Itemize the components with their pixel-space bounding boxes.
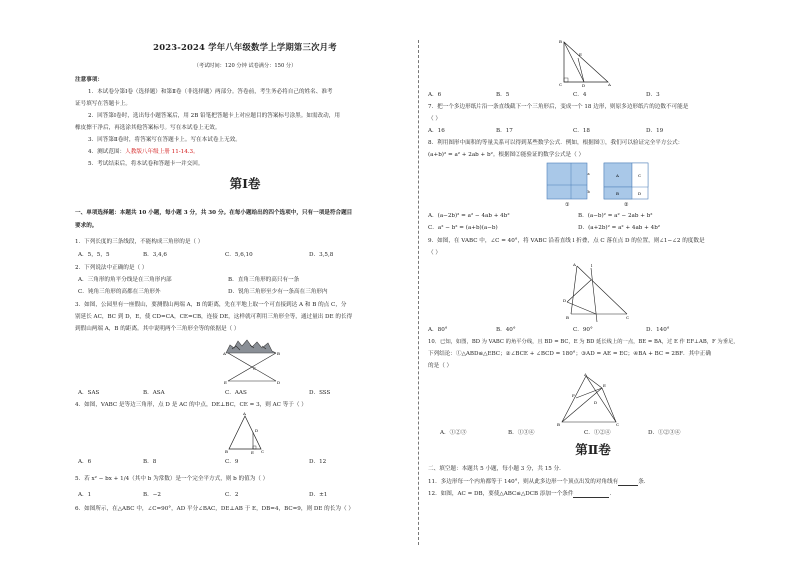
q5-option-d[interactable]: D．±1 xyxy=(309,492,328,498)
q9-fold-figure xyxy=(563,262,633,324)
q3-stem-2: 别延长 AC，BC 到 D，E，使 CD=CA，CE=CB，连接 DE，这样就可利用三角形全等，通过量出 DE 的长得 xyxy=(75,314,353,320)
q9-option-c[interactable]: C．90° xyxy=(573,327,593,333)
fig1-caption: ① xyxy=(565,202,570,207)
q7-option-a[interactable]: A．16 xyxy=(428,128,445,134)
q8-option-b[interactable]: B．(a−b)² = a² − 2ab + b² xyxy=(578,213,653,219)
svg-text:A: A xyxy=(584,372,587,377)
q10-stem-1: 10．已知，如图，BD 为 VABC 的角平分线，且 BD = BC，E 为 BD 延长线上的一点，BE = BA，过 E 作 EF⊥AB，F 为垂足， xyxy=(428,339,739,345)
q11-answer-blank[interactable] xyxy=(618,480,638,486)
column-divider xyxy=(418,40,419,545)
q1-option-d[interactable]: D．3,5,8 xyxy=(309,252,334,258)
q3-stem-1: 3．如图，公园里有一座假山，要测假山两端 A，B 的距离，先在平地上取一个可直接到达 A 和 B 的点 C，分 xyxy=(75,302,347,308)
q2-option-d[interactable]: D．锐角三角形至少有一条高在三角形内 xyxy=(228,289,328,295)
note-4 xyxy=(88,149,199,156)
svg-text:B: B xyxy=(277,351,280,356)
q12-stem: 12．如图，AC = DB，要使△ABC≌△DCB 添加一个条件 ． xyxy=(428,491,616,497)
fig2-label-b: B xyxy=(616,191,619,196)
q1-option-c[interactable]: C．5,6,10 xyxy=(225,252,253,258)
q6-stem: 6．如图所示，在△ABC 中，∠C=90°，AD 平分∠BAC，DE⊥AB 于 E，DB=4，BC=9，则 DE 的长为（ ） xyxy=(75,506,354,512)
svg-text:D: D xyxy=(582,83,586,88)
q6-option-a[interactable]: A．6 xyxy=(428,92,442,98)
q10-stem-3: 的是（ ） xyxy=(428,363,453,369)
q4-stem: 4．如图，VABC 是等边三角形，点 D 是 AC 的中点，DE⊥BC，CE = 3，则 AC 等于（ ） xyxy=(75,402,307,408)
q10-triangle-figure xyxy=(556,372,622,428)
svg-text:A: A xyxy=(223,351,226,356)
q8-option-c[interactable]: C．a² − b² = (a+b)(a−b) xyxy=(428,225,498,231)
q5-option-a[interactable]: A．1 xyxy=(78,492,92,498)
q10-option-d[interactable]: D．①②③④ xyxy=(648,430,681,436)
q9-stem-1: 9．如图，在 VABC 中，∠C = 40°，将 VABC 沿着直线 l 折叠，点 C 落在点 D 的位置，则∠1−∠2 的度数是 xyxy=(428,238,705,244)
q6-option-d[interactable]: D．3 xyxy=(646,92,660,98)
svg-text:B: B xyxy=(566,315,569,320)
svg-text:A: A xyxy=(243,411,246,416)
q4-option-c[interactable]: C．9 xyxy=(225,459,239,465)
note-2b: 橡皮擦干净后，再选涂其他答案标号。写在本试卷上无效。 xyxy=(75,125,221,131)
section1-instruction: 一、单项选择题：本题共 10 小题，每小题 3 分，共 30 分。在每小题给出的四个选项中，只有一项是符合题目 xyxy=(75,210,353,216)
q12-text: 12．如图，AC = DB，要使△ABC≌△DCB 添加一个条件 xyxy=(428,491,574,497)
q6-option-b[interactable]: B．5 xyxy=(496,92,510,98)
q7-stem-1: 7．把一个多边形纸片沿一条直线截下一个三角形后，变成一个 18 边形，则原多边形纸片的边数不可能是 xyxy=(428,104,689,110)
q9-option-a[interactable]: A．80° xyxy=(428,327,448,333)
q7-option-b[interactable]: B．17 xyxy=(496,128,513,134)
q9-stem-2: （ ） xyxy=(428,250,441,256)
right-column xyxy=(428,0,758,562)
note-4-scope: 人教版八年级上册 11-14.3。 xyxy=(125,149,199,155)
q11-text-end: 条． xyxy=(638,479,650,485)
fig2-label-c: C xyxy=(638,173,642,178)
svg-text:E: E xyxy=(579,52,582,57)
q10-stem-2: 下列结论：①△ABD≌△EBC；②∠BCE + ∠BCD = 180°；③AD = AE = EC；④BA + BC = 2BF．其中正确 xyxy=(428,351,711,357)
fill-in-heading: 二、填空题：本题共 5 小题，每小题 3 分，共 15 分． xyxy=(428,466,565,472)
note-1: 1．本试卷分第Ⅰ卷（选择题）和第Ⅱ卷（非选择题）两部分。答卷前，考生务必将自己的姓名、准考 xyxy=(88,89,333,95)
note-2: 2．回答第Ⅰ卷时，选出每小题答案后，用 2B 铅笔把答题卡上对应题目的答案标号涂黑。如需改动，用 xyxy=(88,113,340,119)
fig1-label-a: a xyxy=(587,172,590,176)
section1-title: 第Ⅰ卷 xyxy=(229,176,261,191)
svg-text:D: D xyxy=(255,428,259,433)
q4-option-b[interactable]: B．8 xyxy=(143,459,157,465)
q6-option-c[interactable]: C．4 xyxy=(573,92,587,98)
svg-text:B: B xyxy=(225,449,228,454)
q4-triangle-figure xyxy=(225,411,265,455)
q8-figure-1 xyxy=(543,161,593,207)
q4-option-a[interactable]: A．6 xyxy=(78,459,92,465)
section2-title: 第Ⅱ卷 xyxy=(575,442,611,457)
svg-text:A: A xyxy=(608,82,611,87)
q8-figure-2 xyxy=(600,161,656,207)
q11-text: 11．多边形每一个内角都等于 140°，则从此多边形一个顶点出发的对角线有 xyxy=(428,479,619,485)
q3-rockery-figure xyxy=(222,337,282,385)
q7-option-c[interactable]: C．18 xyxy=(573,128,590,134)
svg-text:C: C xyxy=(626,315,630,320)
note-3: 3．回答第Ⅱ卷时，将答案写在答题卡上。写在本试卷上无效。 xyxy=(88,137,241,143)
q10-option-a[interactable]: A．①②③ xyxy=(440,430,467,436)
q9-option-d[interactable]: D．140° xyxy=(646,327,670,333)
svg-text:E: E xyxy=(603,383,606,388)
svg-text:A: A xyxy=(573,262,576,267)
q5-option-b[interactable]: B．−2 xyxy=(143,492,161,498)
svg-text:C: C xyxy=(616,422,620,427)
svg-text:C: C xyxy=(261,449,265,454)
note-4-label: 4．测试范围： xyxy=(88,149,126,155)
q12-answer-blank[interactable] xyxy=(573,492,609,498)
svg-text:E: E xyxy=(251,450,254,455)
svg-text:F: F xyxy=(572,393,575,398)
exam-meta: （考试时间：120 分钟 试卷满分：150 分） xyxy=(193,63,297,69)
q8-option-d[interactable]: D．(a+2b)² = a² + 4ab + 4b² xyxy=(578,225,661,231)
note-5: 5．考试结束后，将本试卷和答题卡一并交回。 xyxy=(88,161,204,167)
fig2-caption: ② xyxy=(624,202,629,207)
notes-heading: 注意事项： xyxy=(75,77,103,83)
svg-text:C: C xyxy=(253,366,257,371)
fig2-label-a: A xyxy=(616,173,619,178)
q2-option-c[interactable]: C．钝角三角形的高都在三角形外 xyxy=(78,289,161,295)
q3-option-c[interactable]: C．AAS xyxy=(225,390,247,396)
q4-option-d[interactable]: D．12 xyxy=(309,459,327,465)
q6-triangle-figure xyxy=(556,38,612,88)
svg-text:B: B xyxy=(557,422,560,427)
svg-text:D: D xyxy=(594,400,598,405)
page-title: 2023-2024 学年八年级数学上学期第三次月考 xyxy=(153,42,337,52)
svg-text:E: E xyxy=(224,380,227,385)
q2-option-a[interactable]: A．三角形的角平分线是在三角形内部 xyxy=(78,277,172,283)
q7-option-d[interactable]: D．19 xyxy=(646,128,664,134)
q1-option-b[interactable]: B．3,4,6 xyxy=(143,252,167,258)
q2-option-b[interactable]: B．直角三角形的高只有一条 xyxy=(228,277,300,283)
q8-stem-2: (a+b)² = a² + 2ab + b²。根据图②能验证的数学公式是（ ） xyxy=(428,152,585,158)
svg-text:D: D xyxy=(563,298,567,303)
q3-option-d[interactable]: D．SSS xyxy=(309,390,331,396)
fig1-label-b: b xyxy=(587,190,590,194)
note-1b: 证号填写在答题卡上。 xyxy=(75,101,131,107)
q10-option-b[interactable]: B．①③④ xyxy=(508,430,535,436)
q8-stem-1: 8．利用图形中面积的等量关系可以得到某些数学公式．例如，根据图①，我们可以验证完全平方公式： xyxy=(428,140,684,146)
section1-instruction-2: 要求的。 xyxy=(75,223,98,229)
q10-option-c[interactable]: C．①②④ xyxy=(584,430,611,436)
svg-text:l: l xyxy=(591,263,593,268)
q5-stem: 5．若 x² − bx + 1/4（其中 b 为常数）是一个完全平方式，则 b 的值为（ ） xyxy=(75,476,269,482)
q2-stem: 2．下列说法中正确的是（ ） xyxy=(75,265,148,271)
left-column xyxy=(75,0,410,562)
q5-option-c[interactable]: C．2 xyxy=(225,492,239,498)
q8-option-a[interactable]: A．(a−2b)² = a² − 4ab + 4b² xyxy=(428,213,510,219)
svg-text:B: B xyxy=(559,39,562,44)
svg-text:C: C xyxy=(559,82,563,87)
q1-stem: 1．下列长度的三条线段，不能构成三角形的是（ ） xyxy=(75,239,204,245)
q11-stem xyxy=(428,479,649,486)
q1-option-a[interactable]: A．5，5，5 xyxy=(78,252,110,258)
q3-option-a[interactable]: A．SAS xyxy=(78,390,100,396)
svg-text:D: D xyxy=(277,380,281,385)
q3-stem-3: 到假山两端 A，B 的距离。其中说明两个三角形全等的依据是（ ） xyxy=(75,326,240,332)
q7-stem-2: （ ） xyxy=(428,116,441,122)
q3-option-b[interactable]: B．ASA xyxy=(143,390,165,396)
q9-option-b[interactable]: B．40° xyxy=(496,327,516,333)
fig2-label-d: D xyxy=(638,191,642,196)
